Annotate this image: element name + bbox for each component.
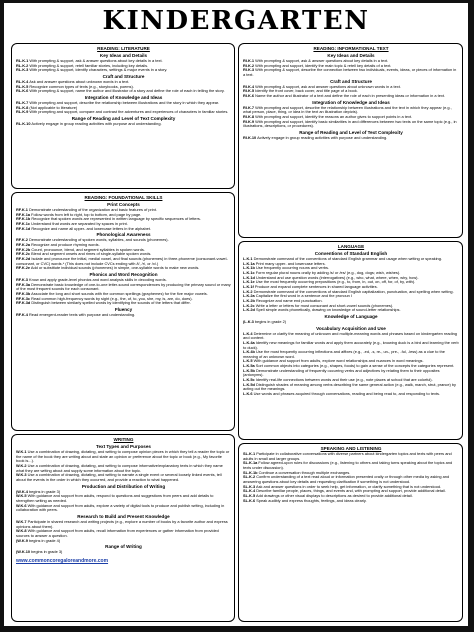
standard-text: Continue a conversation through multiple exchanges.	[257, 469, 351, 475]
standard-text: Print many upper- and lowercase letters.	[254, 260, 326, 266]
speaking-listening-panel	[238, 443, 463, 622]
standard-item	[16, 110, 231, 115]
standard-code: W.K.8	[16, 528, 27, 534]
reading-informational-panel	[238, 43, 463, 238]
standard-code: RF.K.2a	[16, 241, 31, 247]
standard-code: RL.K.1	[16, 58, 29, 63]
standard-item	[16, 539, 231, 544]
panel-heading: READING: LITERATURE	[97, 46, 150, 51]
standard-code: W.K.6	[16, 502, 27, 508]
standard-code: W.K.5	[16, 493, 27, 499]
section-heading: Print Concepts	[107, 202, 140, 207]
standard-code: L.K.5d	[243, 381, 255, 387]
standard-text: Identify real-life connections between words and their use (e.g., note places at school that are colorful).	[254, 377, 433, 383]
section-heading: Range of Writing	[105, 544, 142, 550]
standard-text: Produce and expand complete sentences in shared language activities.	[253, 283, 378, 289]
standard-text: Actively engage in group reading activities with purpose and understanding.	[256, 134, 388, 140]
standard-text: Know and apply grade-level phonics and word analysis skills in decoding words.	[27, 276, 167, 282]
standard-text: Demonstrate understanding of the organization and basic features of print.	[27, 207, 158, 212]
standard-text: begins in grade 3)	[27, 488, 61, 494]
standard-code: (W.K.4	[16, 488, 28, 494]
standard-code: RL.K.5	[16, 83, 29, 89]
standard-code: RF.K.1c	[16, 220, 31, 226]
standard-code: L.K.5c	[243, 377, 255, 383]
standard-text: Confirm understanding of a text read aloud or information presented orally or through other media by asking and answering questions about key details and requesting clarification if something is not understood.	[243, 474, 450, 484]
standard-code: L.K.1d	[243, 274, 255, 280]
standard-text: Capitalize the first word in a sentence and the pronoun I	[254, 293, 353, 299]
standard-code: RI.K.4	[243, 83, 255, 89]
standard-item	[243, 308, 459, 313]
standard-text: With prompting & support, name the author and illustrator of a story and define the role of each in telling the story.	[28, 88, 225, 94]
standard-text: Isolate and pronounce the initial, medial vowel, and final sounds (phonemes) in three-phoneme (consonant-vowel-consonant, or CVC) words.* (This does not include CVCs ending with /l/, /r/, or /x/.)	[16, 255, 228, 266]
standard-text: Identify new meanings for familiar words and apply them accurately (e.g., knowing duck is a bird and learning the verb to duck).	[243, 339, 459, 350]
standard-code: L.K.2d	[243, 307, 255, 313]
standard-text: Demonstrate command of the conventions of standard English grammar and usage when writing or speaking.	[252, 256, 442, 261]
standard-code: RF.K.2	[16, 237, 28, 243]
standard-code: L.K.1c	[243, 269, 255, 275]
standard-text: Determine or clarify the meaning of unknown and multiple-meaning words and phrases based on kindergarten reading and content.	[243, 330, 457, 341]
standard-code: RI.K.7	[243, 104, 255, 110]
standard-item	[243, 499, 459, 504]
standard-code: L.K.2b	[243, 297, 255, 303]
standard-text: Follow agreed-upon rules for discussions (e.g., listening to others and taking turns speaking about the topics and texts under discussion).	[243, 460, 453, 470]
standard-text: Understand that words are separated by spaces in print.	[30, 220, 128, 226]
standard-code: L.K.5	[243, 358, 253, 364]
standard-text: Use the most frequently occurring prepositions (e.g., to, from, in, out, on, off, for, of, by, with).	[254, 279, 416, 285]
standard-text: begins in grade 2)	[253, 318, 287, 324]
standard-text: Distinguish shades of meaning among verbs describing the same general action (e.g., walk, march, strut, prance) by acting out the meanings.	[243, 381, 457, 392]
standard-code: L.K.1f	[243, 283, 254, 289]
section-heading: Fluency	[114, 306, 133, 312]
standard-code: SL.K.4	[243, 488, 256, 494]
standard-text: With prompting and support, compare and contrast the adventures and experiences of characters in familiar stories.	[28, 109, 229, 115]
standard-code: RF.K.2e	[16, 265, 31, 271]
standard-item	[16, 313, 231, 318]
standard-text: Use a combination of drawing, dictating, and writing to compose opinion pieces in which they tell a reader the topic or the name of the book they are writing about and state an opinion or preference about the topic or book (e.g., My favorite book is...).	[16, 449, 230, 464]
standard-text: With prompting & support, ask & answer questions about key details in a text.	[28, 58, 163, 63]
standard-code: RF.K.3	[16, 276, 28, 282]
standard-code: L.K.2c	[243, 302, 255, 308]
section-heading: Production and Distribution of Writing	[81, 483, 166, 489]
standard-code: RL.K.10	[16, 120, 31, 126]
standard-text: Understand and use question words (interrogatives) (e.g., who, what, where, when, why, how).	[254, 274, 419, 280]
standard-text: Demonstrate basic knowledge of one-to-one letter-sound correspondences by producing the primary sound or many of the most frequent sounds for each consonant.	[16, 281, 231, 292]
standard-item	[16, 68, 231, 73]
standard-code: RL.K.6	[16, 88, 29, 94]
standard-code: L.K.4b	[243, 349, 255, 355]
standard-item	[16, 266, 231, 271]
panel-heading: SPEAKING AND LISTENING	[320, 446, 382, 451]
standard-code: L.K.4	[243, 330, 253, 336]
standard-text: Associate the long and short sounds with the common spellings (graphemes) for the five major vowels.	[30, 290, 208, 296]
section-heading: Integration of Knowledge and Ideas	[84, 94, 163, 100]
standard-code: RL.K.4	[16, 78, 29, 84]
section-heading: Range of Reading and Level of Text Complexity	[299, 129, 403, 135]
standard-text: With guidance and support from adults, explore a variety of digital tools to produce and publish writing, including in collaboration with peers.	[16, 502, 225, 513]
standard-code: RF.K.1d	[16, 225, 31, 231]
standard-code: (L.K.3	[243, 318, 254, 324]
standard-code: L.K.2a	[243, 293, 255, 299]
standard-code: SL.K.3	[243, 483, 256, 489]
standard-code: RF.K.1a	[16, 211, 31, 217]
standard-text: Ask and answer questions about unknown words in a text.	[28, 78, 130, 84]
standard-code: RL.K.8	[16, 104, 29, 110]
standard-code: RF.K.2d	[16, 255, 31, 261]
standard-text: With prompting and support, identify basic similarities in and differences between two texts on the same topic (e.g., in illustrations, descriptions, or procedures).	[243, 118, 457, 129]
standard-text: Participate in shared research and writing projects (e.g., explore a number of books by a favorite author and express opinions about them).	[16, 518, 228, 529]
standard-text: Add or substitute individual sounds (phonemes) in simple, one-syllable words to make new words.	[30, 265, 200, 271]
standard-text: Follow words from left to right, top to bottom, and page by page.	[30, 211, 142, 217]
standard-text: Read emergent-reader texts with purpose and understanding.	[27, 311, 136, 317]
panel-heading: READING: INFORMATIONAL TEXT	[313, 46, 389, 51]
panel-heading: WRITING	[113, 437, 134, 442]
standard-code: RI.K.5	[243, 88, 255, 94]
standard-code: RI.K.1	[243, 58, 255, 63]
standard-code: SL.K.2	[243, 474, 256, 480]
standard-text: Use the most frequently occurring inflections and affixes (e.g., -ed, -s, re-, un-, pre-, -ful, -less) as a clue to the meaning of an unknown word.	[243, 349, 445, 359]
standard-code: RI.K.2	[243, 62, 255, 68]
standard-text: begins in grade 3)	[30, 549, 63, 555]
standard-code: RF.K.4	[16, 311, 28, 317]
standard-code: RF.K.2c	[16, 251, 31, 257]
standard-item	[243, 320, 459, 325]
section-heading: Vocabulary Acquisition and Use	[316, 325, 386, 331]
standard-item	[16, 473, 231, 482]
standard-text: Write a letter or letters for most consonant and short-vowel sounds (phonemes).	[254, 302, 394, 308]
standard-text: (Not applicable to literature)	[28, 104, 78, 110]
standard-code: W.K.3	[16, 472, 27, 478]
standard-code: RI.K.10	[243, 134, 257, 140]
section-heading: Key Ideas and Details	[99, 53, 148, 58]
standard-text: Read common high-frequency words by sight (e.g., the, of, to, you, she, my, is, are, do, does).	[30, 295, 193, 301]
standard-code: (W.K.9	[16, 537, 28, 543]
standard-text: With prompting and support, identify the main topic & retell key details of a text.	[254, 62, 392, 68]
standard-code: RL.K.3	[16, 67, 29, 73]
standard-item	[243, 392, 459, 397]
standard-text: Recognize that spoken words are represented in written language by specific sequences of letters.	[30, 216, 201, 222]
section-heading: Craft and Structure	[330, 78, 372, 84]
standard-text: Use a combination of drawing, dictating, and writing to compose informative/explanatory texts in which they name what they are writing about and supply some information about the topic.	[16, 462, 223, 473]
panel-heading: LANGUAGE	[337, 244, 365, 249]
standard-item	[243, 68, 459, 77]
standard-text: Recognize and name end punctuation.	[254, 297, 323, 303]
standard-text: Use a combination of drawing, dictating, and writing to narrate a single event or several loosely linked events, tell about the events in the order in which they occurred, and provide a reaction to what happened.	[16, 472, 222, 482]
section-heading: Conventions of Standard English	[314, 251, 388, 256]
standard-text: With prompting and support, identify the reasons an author gives to support points in a text.	[254, 113, 413, 119]
standard-code: W.K.1	[16, 449, 27, 454]
standard-text: Name the author and illustrator of a text and define the role of each in presenting ideas or information in a text.	[254, 92, 446, 98]
standard-text: Blend and segment onsets and rimes of single-syllable spoken words.	[30, 251, 152, 257]
language-panel	[238, 241, 463, 440]
standard-item	[16, 550, 231, 555]
standard-code: L.K.4a	[243, 339, 255, 345]
standard-code: RF.K.3b	[16, 290, 31, 296]
standard-code: L.K.1	[243, 256, 253, 261]
standard-text: With guidance and support from adults, recall information from experiences or gather information from provided sources to answer a question.	[16, 528, 219, 538]
reading-literature-panel	[11, 43, 235, 189]
standard-code: RF.K.3c	[16, 295, 31, 301]
standard-code: RF.K.2b	[16, 246, 31, 252]
standard-code: SL.K.1a	[243, 460, 258, 466]
standard-code: RF.K.3a	[16, 281, 31, 287]
standard-code: RI.K.3	[243, 67, 255, 73]
standard-code: SL.K.5	[243, 492, 256, 498]
standard-code: L.K.5b	[243, 367, 255, 373]
standard-text: Form regular plural nouns orally by adding /s/ or /es/ (e.g., dog, dogs; wish, wishes).	[254, 269, 401, 275]
reading-foundational-panel	[11, 192, 235, 431]
writing-panel	[11, 434, 235, 622]
standard-text: Describe familiar people, places, things, and events and, with prompting and support, provide additional detail.	[255, 488, 446, 494]
standard-text: Use frequently occurring nouns and verbs.	[254, 265, 330, 271]
standard-code: SL.K.6	[243, 497, 256, 503]
standard-item	[16, 227, 231, 232]
standard-item	[16, 450, 231, 464]
standard-text: Add drawings or other visual displays to descriptions as desired to provide additional detail.	[255, 492, 413, 498]
standard-text: Recognize and produce rhyming words.	[30, 241, 100, 247]
standard-code: RL.K.2	[16, 62, 29, 68]
standard-item	[243, 94, 459, 99]
section-heading: Knowledge of Language	[324, 313, 378, 319]
standard-text: With prompting & support, describe the connection between two individuals, events, ideas, or pieces of information in a text.	[243, 67, 457, 77]
standard-code: RL.K.7	[16, 99, 29, 105]
standard-text: Sort common objects into categories (e.g., shapes, foods) to gain a sense of the concepts the categories represent.	[254, 363, 455, 369]
standard-text: Demonstrate understanding of spoken words, syllables, and sounds (phonemes).	[27, 237, 169, 243]
website-link[interactable]: www.commoncoregaloreandmore.com	[16, 557, 109, 564]
standard-text: With prompting & support, identify characters, settings & major events in a story.	[28, 67, 168, 73]
standard-item	[16, 504, 231, 513]
standard-item	[243, 136, 459, 141]
standard-item	[16, 301, 231, 306]
standard-code: W.K.2	[16, 462, 27, 468]
standard-code: RF.K.1b	[16, 216, 31, 222]
standard-text: Identify the front cover, back cover, and title page of a book.	[254, 88, 358, 94]
standard-text: With prompting & support, ask & answer questions about key details in a text.	[254, 58, 389, 63]
page-title: KINDERGARTEN	[102, 6, 370, 36]
standard-item	[16, 89, 231, 94]
standard-code: RL.K.9	[16, 109, 29, 115]
standard-text: Count, pronounce, blend, and segment syllables in spoken words.	[30, 246, 145, 252]
section-heading: Phonics and Word Recognition	[89, 271, 158, 277]
section-heading: Research to Build and Present Knowledge	[77, 513, 170, 519]
standard-text: With guidance and support from adults, respond to questions and suggestions from peers and add details to strengthen writing as needed.	[16, 493, 214, 503]
standard-code: SL.K.1	[243, 451, 256, 456]
section-heading: Integration of Knowledge and Ideas	[312, 99, 390, 105]
standard-code: SL.K.1b	[243, 469, 258, 475]
standard-text: Demonstrate understanding of frequently occurring verbs and adjectives by relating them to their opposites (antonyms).	[243, 367, 440, 378]
standard-text: With guidance and support from adults, explore word relationships and nuances in word meanings.	[252, 358, 424, 364]
standard-text: Ask and answer questions in order to seek help, get information, or clarify something that is not understood.	[255, 483, 442, 489]
panel-heading: READING: FOUNDATIONAL SKILLS	[84, 195, 163, 200]
section-heading: Craft and Structure	[102, 73, 145, 79]
section-heading: Text Types and Purposes	[96, 444, 151, 449]
standard-code: L.K.1e	[243, 279, 255, 285]
standard-text: With prompting & support, retell familiar stories, including key details.	[28, 62, 149, 68]
standard-code: L.K.5a	[243, 363, 255, 369]
standard-code: W.K.7	[16, 518, 27, 524]
standard-code: RF.K.3d	[16, 300, 31, 306]
section-heading: Key Ideas and Details	[327, 53, 375, 58]
standard-item	[243, 120, 459, 129]
standard-text: Speak audibly and express thoughts, feelings, and ideas clearly.	[255, 497, 367, 503]
standard-item	[16, 122, 231, 127]
standard-code: L.K.6	[243, 391, 253, 397]
standard-text: Demonstrate command of the conventions of standard English capitalization, punctuation, and spelling when writing.	[252, 288, 454, 294]
standard-text: begins in grade 4)	[27, 537, 61, 543]
section-heading: Range of Reading and Level of Text Complexity	[71, 115, 176, 121]
standard-text: With prompting and support, describe the relationship between illustrations and the story in which they appear.	[28, 99, 220, 105]
standard-code: RI.K.9	[243, 118, 255, 124]
standard-text: Participate in collaborative conversations with diverse partners about kindergarten topics and texts with peers and adults in small and larger groups.	[243, 451, 452, 461]
standard-text: Recognize and name all upper- and lowercase letters in the alphabet.	[30, 225, 151, 231]
standard-text: Distinguish between similarly spelled words by identifying the sounds of the letters that differ.	[30, 300, 191, 306]
standard-text: With prompting & support, ask and answer questions about unknown words in a text.	[254, 83, 401, 89]
section-heading: Phonological Awareness	[96, 232, 151, 238]
standard-code: (W.K.10	[16, 549, 31, 555]
standard-code: RI.K.6	[243, 92, 255, 98]
standards-sheet	[4, 3, 468, 626]
standard-text: Actively engage in group reading activities with purpose and understanding.	[30, 120, 162, 126]
standard-text: Recognize common types of texts (e.g., storybooks, poems).	[28, 83, 134, 89]
standard-code: L.K.1a	[243, 260, 255, 266]
standard-code: RF.K.1	[16, 207, 28, 212]
standard-text: With prompting and support, describe the relationship between illustrations and the text in which they appear (e.g., what person, place, thing, or idea in the text an illustration depicts).	[243, 104, 452, 115]
standard-text: Use words and phrases acquired through conversations, reading and being read to, and responding to texts.	[252, 391, 441, 397]
standard-code: L.K.1b	[243, 265, 255, 271]
standard-code: RI.K.8	[243, 113, 255, 119]
standard-text: Spell simple words phonetically, drawing on knowledge of sound-letter relationships.	[254, 307, 401, 313]
standard-code: L.K.2	[243, 288, 253, 294]
